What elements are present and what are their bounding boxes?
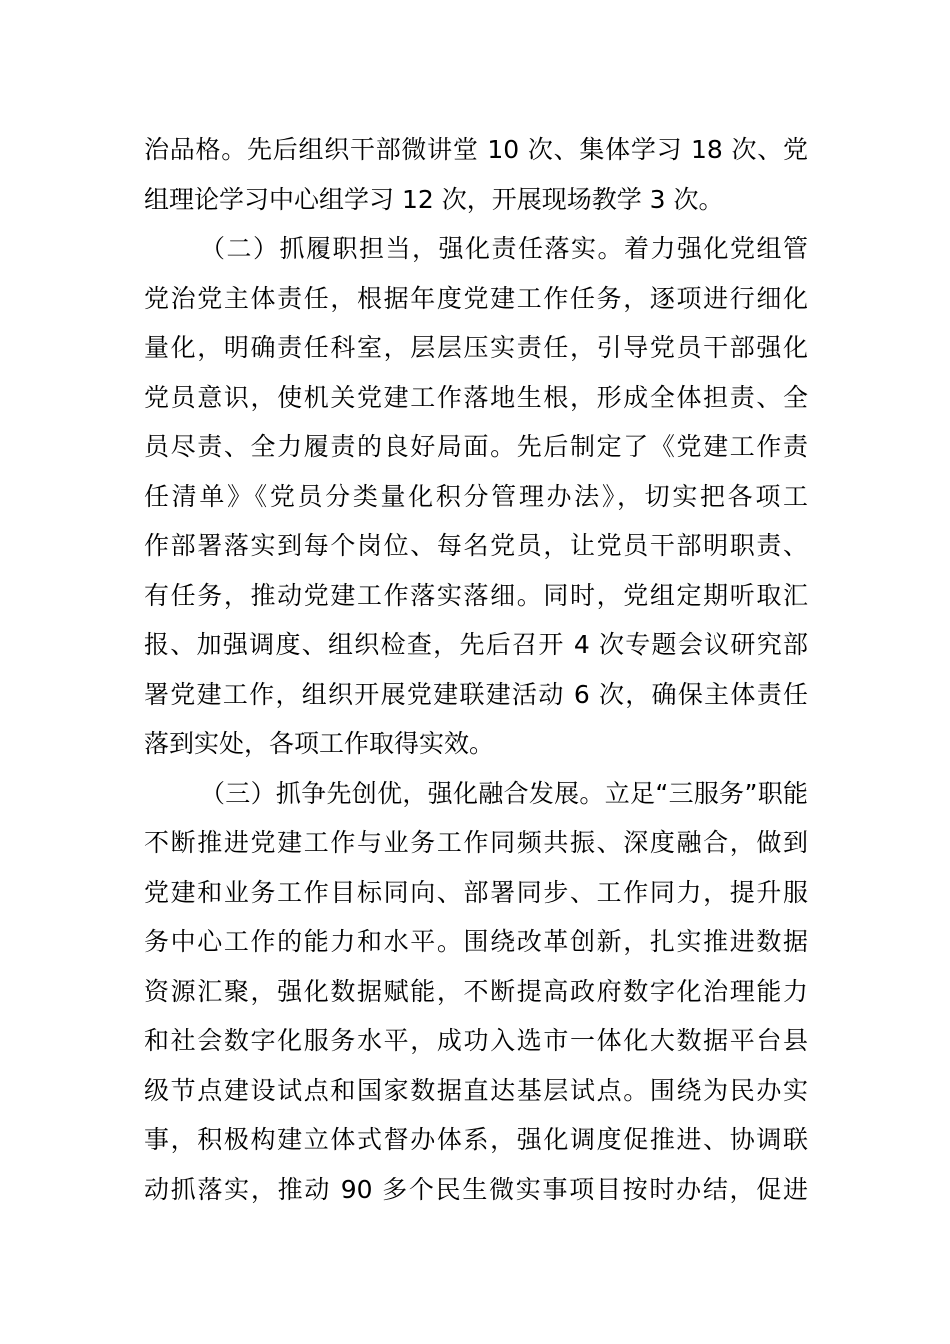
text-line: 组理论学习中心组学习 12 次，开展现场教学 3 次。 <box>144 184 724 214</box>
body-text <box>144 125 808 1214</box>
text-line: 资源汇聚，强化数据赋能，不断提高政府数字化治理能力 <box>144 976 808 1006</box>
text-line: 量化，明确责任科室，层层压实责任，引导党员干部强化 <box>144 333 808 362</box>
text-line: 动抓落实，推动 90 多个民生微实事项目按时办结，促进 <box>144 1174 808 1204</box>
text-line: 治品格。先后组织干部微讲堂 10 次、集体学习 18 次、党 <box>144 135 808 164</box>
text-line: 不断推进党建工作与业务工作同频共振、深度融合，做到 <box>144 828 808 857</box>
text-line: 任清单》《党员分类量化积分管理办法》，切实把各项工 <box>144 481 808 511</box>
text-line: 和社会数字化服务水平，成功入选市一体化大数据平台县 <box>144 1026 808 1055</box>
text-line: 落到实处，各项工作取得实效。 <box>144 729 495 758</box>
text-line: 有任务，推动党建工作落实落细。同时，党组定期听取汇 <box>144 580 808 610</box>
paragraph-heading-line: （三）抓争先创优，强化融合发展。立足“三服务”职能 <box>200 778 808 808</box>
text-line: 署党建工作，组织开展党建联建活动 6 次，确保主体责任 <box>144 679 808 709</box>
text-line: 报、加强调度、组织检查，先后召开 4 次专题会议研究部 <box>144 630 808 659</box>
text-line: 事，积极构建立体式督办体系，强化调度促推进、协调联 <box>144 1125 808 1154</box>
paragraph-heading-line: （二）抓履职担当，强化责任落实。着力强化党组管 <box>200 234 808 263</box>
text-line: 党建和业务工作目标同向、部署同步、工作同力，提升服 <box>144 877 808 907</box>
text-line: 级节点建设试点和国家数据直达基层试点。围绕为民办实 <box>144 1075 808 1105</box>
text-line: 务中心工作的能力和水平。围绕改革创新，扎实推进数据 <box>144 927 808 956</box>
text-line: 党员意识，使机关党建工作落地生根，形成全体担责、全 <box>144 382 808 412</box>
text-line: 员尽责、全力履责的良好局面。先后制定了《党建工作责 <box>144 432 808 461</box>
text-line: 党治党主体责任，根据年度党建工作任务，逐项进行细化 <box>144 283 808 313</box>
text-line: 作部署落实到每个岗位、每名党员，让党员干部明职责、 <box>144 531 808 560</box>
